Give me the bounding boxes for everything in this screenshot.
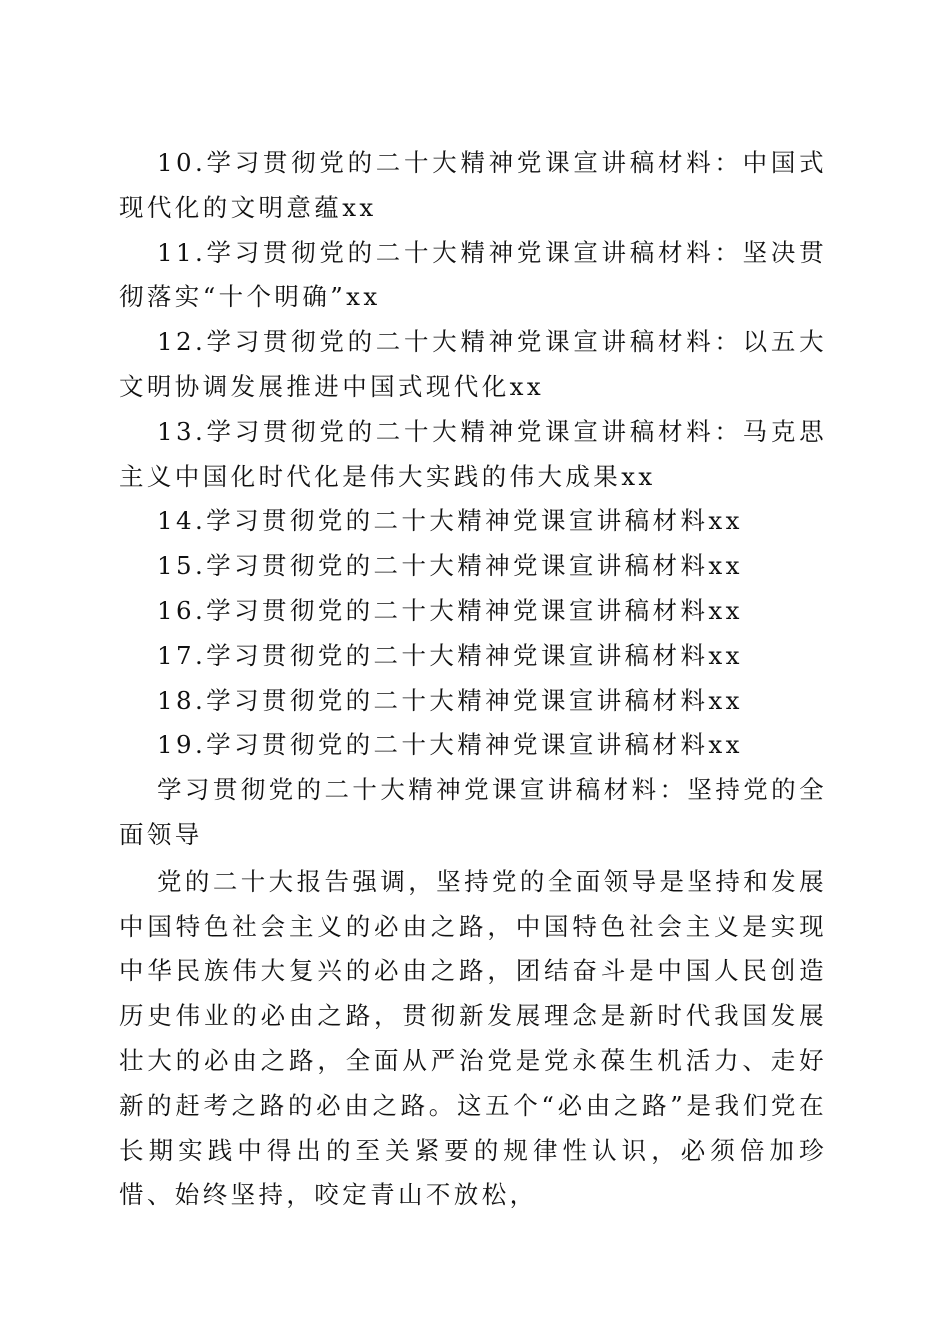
list-item: 17.学习贯彻党的二十大精神党课宣讲稿材料xx [157,640,743,670]
document-page [119,141,827,1218]
list-item: 11.学习贯彻党的二十大精神党课宣讲稿材料：坚决贯彻落实“十个明确”xx [119,237,827,312]
list-item: 15.学习贯彻党的二十大精神党课宣讲稿材料xx [157,551,743,581]
section-title: 学习贯彻党的二十大精神党课宣讲稿材料：坚持党的全面领导 [119,775,827,849]
list-item: 12.学习贯彻党的二十大精神党课宣讲稿材料：以五大文明协调发展推进中国式现代化xx [119,327,827,401]
list-item: 10.学习贯彻党的二十大精神党课宣讲稿材料：中国式现代化的文明意蕴xx [119,148,827,222]
list-item: 16.学习贯彻党的二十大精神党课宣讲稿材料xx [157,595,743,625]
body-paragraph: 党的二十大报告强调，坚持党的全面领导是坚持和发展中国特色社会主义的必由之路，中国特色社会主义是实现中华民族伟大复兴的必由之路，团结奋斗是中国人民创造历史伟业的必由之路，贯彻新发展理念是新时代我国发展壮大的必由之路，全面从严治党是党永葆生机活力、走好新的赶考之路的必由之路。这五个“必由之路”是我们党在长期实践中得出的至关紧要的规律性认识，必须倍加珍惜、始终坚持，咬定青山不放松， [119,866,827,1210]
list-item: 18.学习贯彻党的二十大精神党课宣讲稿材料xx [157,685,743,715]
list-item: 19.学习贯彻党的二十大精神党课宣讲稿材料xx [157,730,743,760]
list-item: 13.学习贯彻党的二十大精神党课宣讲稿材料：马克思主义中国化时代化是伟大实践的伟大成果xx [119,416,827,491]
list-item: 14.学习贯彻党的二十大精神党课宣讲稿材料xx [157,506,743,536]
